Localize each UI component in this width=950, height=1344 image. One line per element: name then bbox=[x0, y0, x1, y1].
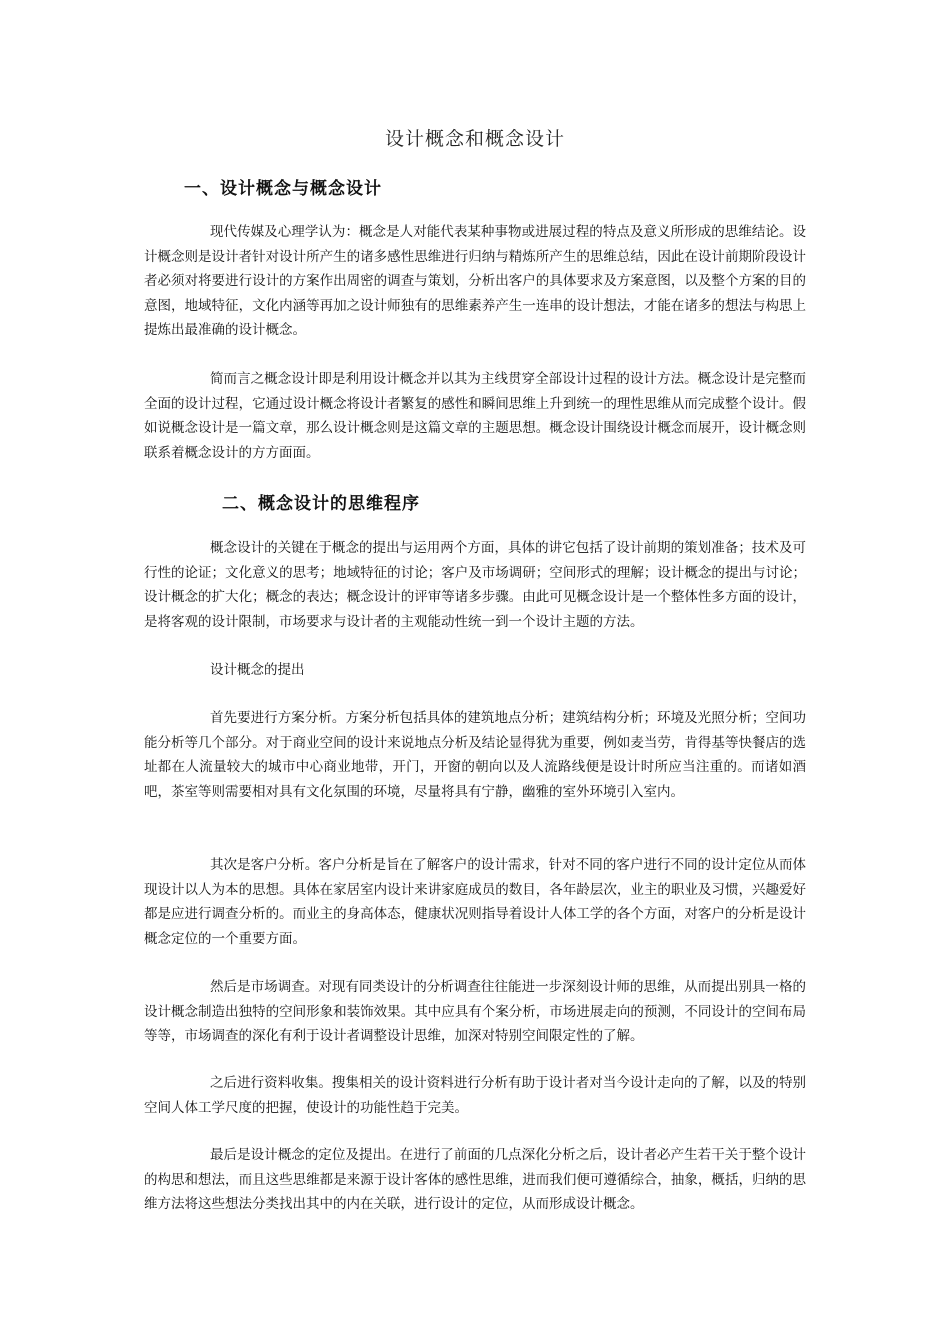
section-2-heading: 二、概念设计的思维程序 bbox=[222, 494, 420, 514]
sub-paragraph-client: 其次是客户分析。客户分析是旨在了解客户的设计需求，针对不同的客户进行不同的设计定位从而体现设计以人为本的思想。具体在家居室内设计来讲家庭成员的数目，各年龄层次，业主的职业及习惯，兴趣爱好都是应进行调查分析的。而业主的身高体态，健康状况则指导着设计人体工学的各个方面，对客户的分析是设计概念定位的一个重要方面。 bbox=[144, 857, 806, 947]
section-2-paragraph-1: 概念设计的关键在于概念的提出与运用两个方面，具体的讲它包括了设计前期的策划准备；技术及可行性的论证；文化意义的思考；地域特征的讨论；客户及市场调研；空间形式的理解；设计概念的提出与讨论；设计概念的扩大化；概念的表达；概念设计的评审等诸多步骤。由此可见概念设计是一个整体性多方面的设计，是将客观的设计限制，市场要求与设计者的主观能动性统一到一个设计主题的方法。 bbox=[144, 540, 806, 630]
section-1-heading: 一、设计概念与概念设计 bbox=[184, 179, 382, 199]
document-title: 设计概念和概念设计 bbox=[384, 128, 565, 150]
sub-paragraph-positioning: 最后是设计概念的定位及提出。在进行了前面的几点深化分析之后，设计者必产生若干关于整个设计的构思和想法，而且这些思维都是来源于设计客体的感性思维，进而我们便可遵循综合，抽象，概括，归纳的思维方法将这些想法分类找出其中的内在关联，进行设计的定位，从而形成设计概念。 bbox=[144, 1147, 806, 1212]
sub-paragraph-data: 之后进行资料收集。搜集相关的设计资料进行分析有助于设计者对当今设计走向的了解，以及的特别空间人体工学尺度的把握，使设计的功能性趋于完美。 bbox=[144, 1075, 806, 1116]
section-1-paragraph-2: 简而言之概念设计即是利用设计概念并以其为主线贯穿全部设计过程的设计方法。概念设计是完整而全面的设计过程，它通过设计概念将设计者繁复的感性和瞬间思维上升到统一的理性思维从而完成整个设计。假如说概念设计是一篇文章，那么设计概念则是这篇文章的主题思想。概念设计围绕设计概念而展开，设计概念则联系着概念设计的方方面面。 bbox=[144, 371, 806, 461]
section-2-subheading: 设计概念的提出 bbox=[210, 662, 305, 678]
sub-paragraph-market: 然后是市场调查。对现有同类设计的分析调查往往能进一步深刻设计师的思维，从而提出别具一格的设计概念制造出独特的空间形象和装饰效果。其中应具有个案分析，市场进展走向的预测，不同设计的空间布局等等，市场调查的深化有利于设计者调整设计思维，加深对特别空间限定性的了解。 bbox=[144, 979, 806, 1044]
section-1-paragraph-1: 现代传媒及心理学认为：概念是人对能代表某种事物或进展过程的特点及意义所形成的思维结论。设计概念则是设计者针对设计所产生的诸多感性思维进行归纳与精炼所产生的思维总结，因此在设计前期阶段设计者必须对将要进行设计的方案作出周密的调查与策划，分析出客户的具体要求及方案意图，以及整个方案的目的意图，地域特征，文化内涵等再加之设计师独有的思维素养产生一连串的设计想法，才能在诸多的想法与构思上提炼出最准确的设计概念。 bbox=[144, 224, 806, 338]
sub-paragraph-method: 首先要进行方案分析。方案分析包括具体的建筑地点分析；建筑结构分析；环境及光照分析；空间功能分析等几个部分。对于商业空间的设计来说地点分析及结论显得犹为重要，例如麦当劳，肯得基等快餐店的选址都在人流量较大的城市中心商业地带，开门，开窗的朝向以及人流路线便是设计时所应当注重的。而诸如酒吧，茶室等则需要相对具有文化氛围的环境，尽量将具有宁静，幽雅的室外环境引入室内。 bbox=[144, 710, 806, 800]
